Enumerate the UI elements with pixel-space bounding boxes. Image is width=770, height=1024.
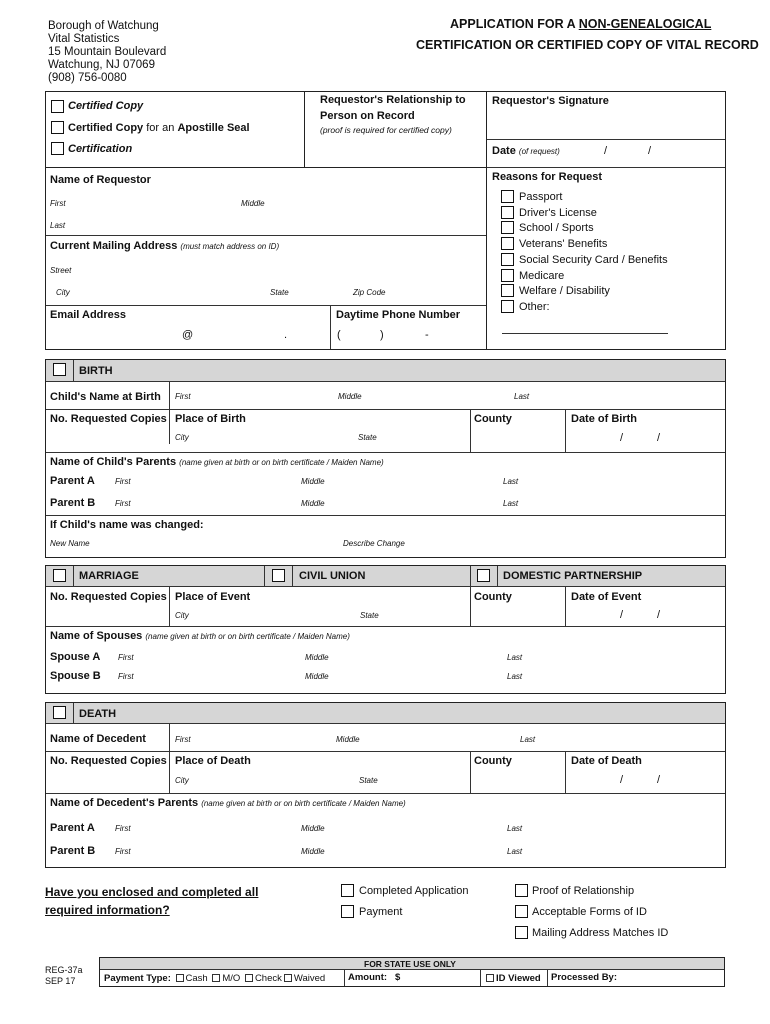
date-note: (of request) [518, 147, 560, 156]
phone-close: ) [380, 329, 384, 341]
birth-first: First [175, 392, 191, 401]
death-county: County [474, 755, 512, 767]
address-state: State [270, 288, 289, 297]
reason-school: School / Sports [519, 222, 594, 234]
payment-type-row [104, 973, 325, 984]
civil-union-header: CIVIL UNION [299, 570, 366, 582]
proof-relationship-label: Proof of Relationship [532, 885, 635, 897]
birth-header: BIRTH [79, 365, 113, 377]
requestor-box [45, 167, 487, 350]
amount-text: Amount: [348, 972, 388, 983]
birth-middle: Middle [338, 392, 362, 401]
decedent-parents-note: (name given at birth or on birth certificate / Maiden Name) [201, 799, 406, 808]
certified-copy-label: Certified Copy [68, 100, 144, 112]
birth-date: Date of Birth [571, 413, 637, 425]
id-viewed-checkbox[interactable] [486, 974, 494, 982]
reason-license: Driver's License [519, 207, 597, 219]
marriage-checkbox[interactable] [53, 569, 66, 582]
birth-parent-b-last: Last [503, 499, 519, 508]
reason-medicare-checkbox[interactable] [501, 269, 514, 282]
mo-checkbox[interactable] [212, 974, 220, 982]
birth-parent-b-middle: Middle [301, 499, 325, 508]
birth-parents-note: (name given at birth or on birth certificate / Maiden Name) [179, 458, 384, 467]
death-date-slash-1: / [620, 774, 624, 786]
check-label: Check [254, 973, 282, 984]
apostille-bold: Apostille Seal [177, 122, 250, 134]
date-slash-1: / [604, 145, 608, 157]
reason-welfare: Welfare / Disability [519, 285, 610, 297]
birth-parent-a-last: Last [503, 477, 519, 486]
birth-header-bar [46, 360, 725, 382]
death-state: State [359, 776, 378, 785]
spouse-b-last: Last [507, 672, 523, 681]
spouse-a-middle: Middle [305, 653, 329, 662]
title-underlined: NON-GENEALOGICAL [578, 17, 712, 31]
death-parent-b: Parent B [50, 845, 96, 857]
payment-checkbox[interactable] [341, 905, 354, 918]
reason-other: Other: [519, 301, 550, 313]
marriage-county: County [474, 591, 512, 603]
requestor-name-label: Name of Requestor [50, 174, 151, 186]
state-use-label: FOR STATE USE ONLY [364, 959, 456, 969]
spouses-label [50, 630, 350, 642]
decedent-label: Name of Decedent [50, 733, 146, 745]
email-dot: . [284, 329, 288, 341]
check-checkbox[interactable] [245, 974, 253, 982]
office-phone: (908) 756-0080 [48, 72, 127, 84]
office-department: Vital Statistics [48, 33, 120, 45]
apostille-checkbox[interactable] [51, 121, 64, 134]
domestic-partnership-header: DOMESTIC PARTNERSHIP [503, 570, 643, 582]
birth-state: State [358, 433, 377, 442]
birth-parent-a: Parent A [50, 475, 95, 487]
mo-label: M/O [222, 973, 241, 984]
death-copies: No. Requested Copies [50, 755, 167, 767]
marriage-state: State [360, 611, 379, 620]
spouse-a-last: Last [507, 653, 523, 662]
decedent-first: First [175, 735, 191, 744]
spouses-note: (name given at birth or on birth certificate / Maiden Name) [145, 632, 350, 641]
date-slash-2: / [648, 145, 652, 157]
office-city: Watchung, NJ 07069 [48, 59, 155, 71]
death-date-slash-2: / [657, 774, 661, 786]
birth-childs-name: Child's Name at Birth [50, 391, 161, 403]
processed-by-label: Processed By: [551, 972, 618, 983]
phone-open: ( [337, 329, 341, 341]
form-number: REG-37a [45, 965, 83, 975]
spouse-a-first: First [118, 653, 134, 662]
marriage-copies: No. Requested Copies [50, 591, 167, 603]
relationship-label-1: Requestor's Relationship to [320, 94, 466, 106]
birth-changed-label: If Child's name was changed: [50, 519, 204, 531]
death-parent-a-middle: Middle [301, 824, 325, 833]
death-parent-b-first: First [115, 847, 131, 856]
birth-date-slash-2: / [657, 432, 661, 444]
decedent-middle: Middle [336, 735, 360, 744]
birth-parents-label [50, 456, 384, 468]
birth-describe-change: Describe Change [343, 539, 405, 548]
date-label [492, 145, 560, 157]
checklist-question-1: Have you enclosed and completed all [45, 885, 259, 899]
birth-copies: No. Requested Copies [50, 413, 167, 425]
certification-label: Certification [68, 143, 133, 155]
address-label-text: Current Mailing Address [50, 240, 178, 252]
death-parent-b-middle: Middle [301, 847, 325, 856]
death-place: Place of Death [175, 755, 251, 767]
apostille-prefix: Certified Copy [68, 122, 144, 134]
address-note: (must match address on ID) [180, 242, 280, 251]
reason-other-checkbox[interactable] [501, 300, 514, 313]
birth-date-slash-1: / [620, 432, 624, 444]
apostille-label [68, 122, 250, 134]
marriage-date: Date of Event [571, 591, 642, 603]
reason-veterans-checkbox[interactable] [501, 237, 514, 250]
reasons-label: Reasons for Request [492, 171, 603, 183]
payment-label: Payment [359, 906, 403, 918]
forms-id-checkbox[interactable] [515, 905, 528, 918]
marriage-date-slash-2: / [657, 609, 661, 621]
waived-checkbox[interactable] [284, 974, 292, 982]
apostille-mid: for an [143, 122, 178, 134]
marriage-place: Place of Event [175, 591, 251, 603]
marriage-header: MARRIAGE [79, 570, 139, 582]
domestic-partnership-checkbox[interactable] [477, 569, 490, 582]
reason-social-security: Social Security Card / Benefits [519, 254, 668, 266]
birth-parents-text: Name of Child's Parents [50, 456, 177, 468]
death-parent-b-last: Last [507, 847, 523, 856]
death-parent-a-last: Last [507, 824, 523, 833]
death-header: DEATH [79, 708, 117, 720]
page-title-line1 [450, 17, 711, 31]
civil-union-checkbox[interactable] [272, 569, 285, 582]
spouse-a: Spouse A [50, 651, 101, 663]
amount-dollar: $ [394, 972, 401, 983]
birth-parent-a-first: First [115, 477, 131, 486]
reason-license-checkbox[interactable] [501, 206, 514, 219]
spouses-label-text: Name of Spouses [50, 630, 143, 642]
reason-medicare: Medicare [519, 270, 565, 282]
address-city: City [56, 288, 70, 297]
birth-new-name: New Name [50, 539, 90, 548]
cash-label: Cash [185, 973, 208, 984]
mailing-address-label: Mailing Address Matches ID [532, 927, 669, 939]
email-label: Email Address [50, 309, 127, 321]
date-label-text: Date [492, 145, 516, 157]
death-city: City [175, 776, 189, 785]
birth-parent-b: Parent B [50, 497, 96, 509]
form-date: SEP 17 [45, 976, 76, 986]
proof-relationship-checkbox[interactable] [515, 884, 528, 897]
decedent-parents-label [50, 797, 406, 809]
phone-dash: - [425, 329, 429, 341]
amount-label [348, 972, 400, 983]
birth-city: City [175, 433, 189, 442]
requestor-last: Last [50, 221, 66, 230]
requestor-middle: Middle [241, 199, 265, 208]
payment-type-label: Payment Type: [104, 973, 171, 984]
reason-passport-checkbox[interactable] [501, 190, 514, 203]
forms-id-label: Acceptable Forms of ID [532, 906, 647, 918]
reason-welfare-checkbox[interactable] [501, 284, 514, 297]
completed-application-checkbox[interactable] [341, 884, 354, 897]
page-title-line2: CERTIFICATION OR CERTIFIED COPY OF VITAL RECORD [416, 38, 759, 52]
title-prefix: APPLICATION FOR A [450, 17, 579, 31]
certified-copy-checkbox[interactable] [51, 100, 64, 113]
office-name: Borough of Watchung [48, 20, 159, 32]
address-street: Street [50, 266, 72, 275]
id-viewed-row [484, 973, 541, 984]
death-section [45, 702, 726, 868]
death-header-bar [46, 703, 725, 724]
reason-school-checkbox[interactable] [501, 221, 514, 234]
marriage-city: City [175, 611, 189, 620]
mailing-address-checkbox[interactable] [515, 926, 528, 939]
email-at: @ [182, 329, 194, 341]
death-parent-a: Parent A [50, 822, 95, 834]
id-viewed-label: ID Viewed [496, 973, 541, 984]
spouse-b: Spouse B [50, 670, 101, 682]
birth-county: County [474, 413, 512, 425]
reason-veterans: Veterans' Benefits [519, 238, 608, 250]
reason-other-line[interactable] [502, 333, 668, 334]
checklist-question-2: required information? [45, 903, 170, 917]
decedent-parents-text: Name of Decedent's Parents [50, 797, 199, 809]
phone-label: Daytime Phone Number [336, 309, 461, 321]
decedent-last: Last [520, 735, 536, 744]
relationship-note: (proof is required for certified copy) [320, 125, 452, 135]
reason-passport: Passport [519, 191, 563, 203]
birth-parent-b-first: First [115, 499, 131, 508]
birth-place: Place of Birth [175, 413, 246, 425]
death-checkbox[interactable] [53, 706, 66, 719]
reason-social-security-checkbox[interactable] [501, 253, 514, 266]
office-street: 15 Mountain Boulevard [48, 46, 167, 58]
death-date: Date of Death [571, 755, 642, 767]
relationship-label-2: Person on Record [320, 110, 415, 122]
certification-checkbox[interactable] [51, 142, 64, 155]
cash-checkbox[interactable] [176, 974, 184, 982]
spouse-b-first: First [118, 672, 134, 681]
signature-label: Requestor's Signature [492, 95, 609, 107]
spouse-b-middle: Middle [305, 672, 329, 681]
requestor-first: First [50, 199, 66, 208]
birth-last: Last [514, 392, 530, 401]
waived-label: Waived [293, 973, 326, 984]
address-label [50, 240, 279, 252]
birth-parent-a-middle: Middle [301, 477, 325, 486]
birth-checkbox[interactable] [53, 363, 66, 376]
completed-application-label: Completed Application [359, 885, 469, 897]
marriage-date-slash-1: / [620, 609, 624, 621]
death-parent-a-first: First [115, 824, 131, 833]
address-zip: Zip Code [353, 288, 386, 297]
